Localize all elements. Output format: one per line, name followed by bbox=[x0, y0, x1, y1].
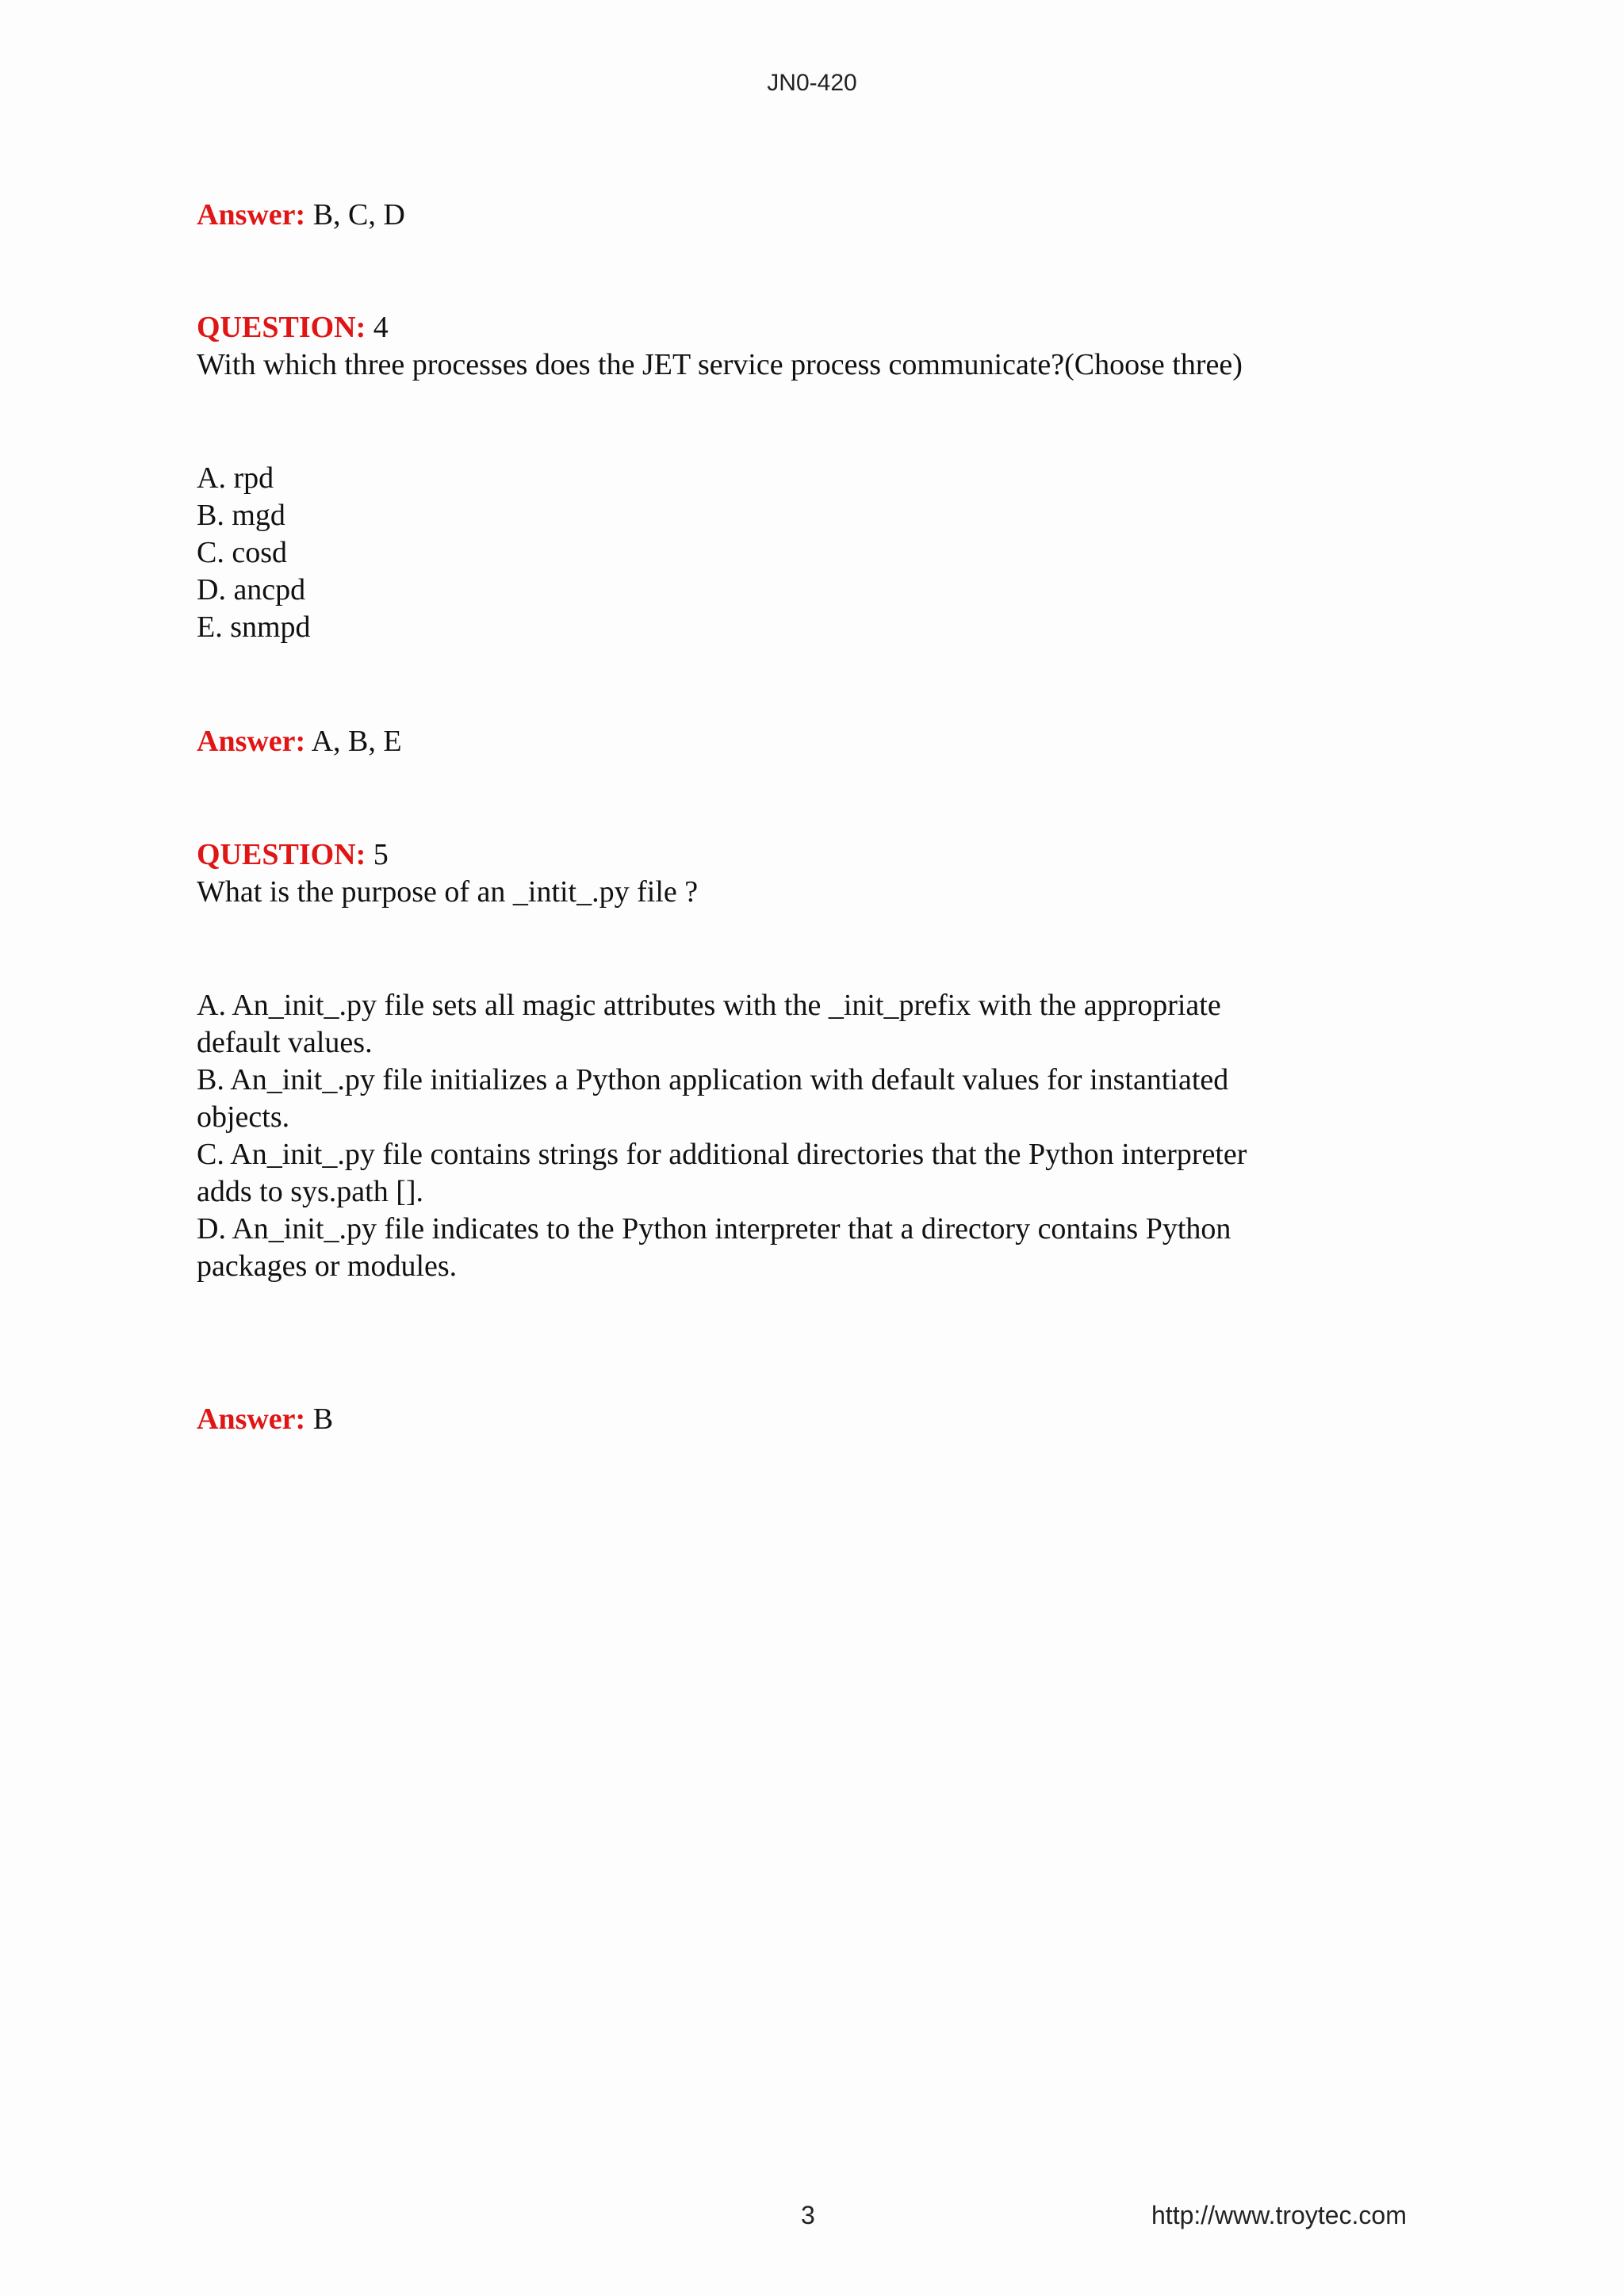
answer-value: B, C, D bbox=[312, 198, 405, 232]
option-a: A. rpd bbox=[197, 461, 274, 495]
page-header: JN0-420 bbox=[767, 70, 857, 96]
option-a-line-1: A. An_init_.py file sets all magic attributes with the _init_prefix with the appropriate bbox=[197, 989, 1221, 1022]
option-c-line-2: adds to sys.path []. bbox=[197, 1175, 424, 1208]
option-b-line-1: B. An_init_.py file initializes a Python application with default values for instantiated bbox=[197, 1063, 1229, 1096]
option-d-line-2: packages or modules. bbox=[197, 1249, 458, 1283]
answer-value: A, B, E bbox=[311, 725, 402, 758]
question-5-answer bbox=[197, 1401, 1402, 1438]
option-a-line-2: default values. bbox=[197, 1026, 373, 1059]
option-d-line-1: D. An_init_.py file indicates to the Python interpreter that a directory contains Python bbox=[197, 1212, 1231, 1246]
question-label: QUESTION: bbox=[197, 838, 366, 871]
previous-answer bbox=[197, 197, 1402, 234]
question-4-answer bbox=[197, 723, 1402, 760]
answer-label: Answer: bbox=[197, 1402, 306, 1436]
option-e: E. snmpd bbox=[197, 610, 311, 644]
question-label: QUESTION: bbox=[197, 311, 366, 344]
option-c: C. cosd bbox=[197, 536, 287, 569]
option-b: B. mgd bbox=[197, 499, 285, 532]
page-number: 3 bbox=[801, 2201, 815, 2229]
option-d: D. ancpd bbox=[197, 573, 306, 607]
question-number: 5 bbox=[373, 838, 389, 871]
question-text: What is the purpose of an _intit_.py file ? bbox=[197, 875, 699, 909]
question-4-options bbox=[197, 460, 1402, 646]
answer-value: B bbox=[312, 1402, 334, 1436]
question-number: 4 bbox=[373, 311, 389, 344]
question-5-options bbox=[197, 987, 1402, 1285]
option-b-line-2: objects. bbox=[197, 1100, 290, 1134]
option-c-line-1: C. An_init_.py file contains strings for additional directories that the Python interpreter bbox=[197, 1138, 1247, 1171]
answer-label: Answer: bbox=[197, 725, 306, 758]
question-5 bbox=[197, 836, 1402, 911]
footer-link[interactable]: http://www.troytec.com bbox=[1151, 2201, 1407, 2229]
question-text: With which three processes does the JET service process communicate?(Choose three) bbox=[197, 348, 1243, 381]
question-4 bbox=[197, 309, 1402, 384]
answer-label: Answer: bbox=[197, 198, 306, 232]
